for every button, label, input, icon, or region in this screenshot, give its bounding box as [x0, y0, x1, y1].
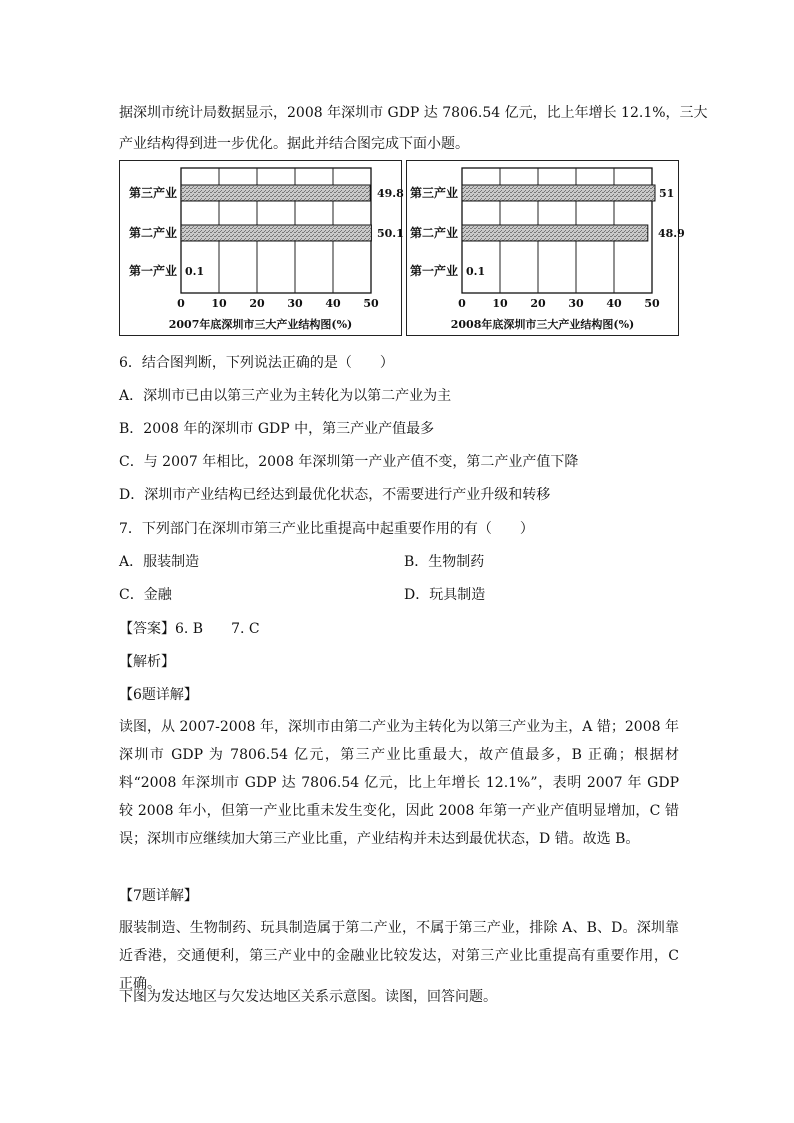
chart-1-tick-label: 20 — [249, 297, 265, 310]
chart-2-tick-label: 0 — [458, 297, 466, 310]
chart-1-value-label: 50.1 — [377, 227, 404, 240]
chart-2-category-label: 第三产业 — [409, 186, 458, 200]
chart-1-tick-label: 50 — [363, 297, 379, 310]
q6-option-d: D．深圳市产业结构已经达到最优化状态，不需要进行产业升级和转移 — [119, 487, 551, 503]
chart-1-tick-label: 0 — [177, 297, 185, 310]
detail-7-text: 服装制造、生物制药、玩具制造属于第二产业，不属于第三产业，排除 A、B、D。深圳靠近香港，交通便利，第三产业中的金融业比较发达，对第三产业比重提高有重要作用，C 正确。 — [119, 920, 679, 992]
chart-2-title: 2008年底深圳市三大产业结构图(%) — [450, 318, 635, 331]
chart-2-tick-label: 40 — [606, 297, 622, 310]
q7-option-c: C．金融 — [119, 587, 172, 603]
industry-structure-figure — [119, 160, 685, 340]
q7-stem: 7．下列部门在深圳市第三产业比重提高中起重要作用的有（ ） — [119, 521, 534, 537]
q6-option-c: C．与 2007 年相比，2008 年深圳第一产业产值不变，第二产业产值下降 — [119, 454, 579, 470]
chart-1-category-label: 第一产业 — [128, 264, 177, 278]
chart-1-bar — [181, 185, 370, 201]
chart-2-value-label: 0.1 — [466, 265, 486, 278]
analysis-label: 【解析】 — [119, 654, 175, 670]
detail-6-text: 读图，从 2007-2008 年，深圳市由第二产业为主转化为以第三产业为主，A 错；2008 年深圳市 GDP 为 7806.54 亿元，第三产业比重最大，故产值最多，B 正确；根据材料“2008 年深圳市 GDP 达 7806.54 亿元，比上年增长 12.1%”，表明 2007 年 GDP 较 2008 年小，但第一产业比重未发生变化，因此 2008 年第一产业产值明显增加，C 错误；深圳市应继续加大第三产业比重，产业结构并未达到最优状态，D 错。故选 B。 — [119, 719, 679, 847]
chart-2-tick-label: 20 — [530, 297, 546, 310]
chart-2-bar — [462, 225, 648, 241]
q6-option-a: A．深圳市已由以第三产业为主转化为以第二产业为主 — [119, 388, 452, 404]
intro-line-2: 产业结构得到进一步优化。据此并结合图完成下面小题。 — [119, 136, 469, 152]
chart-1-tick-label: 40 — [325, 297, 341, 310]
chart-1-value-label: 0.1 — [185, 265, 205, 278]
chart-2-value-label: 51 — [659, 187, 675, 200]
intro-line-1: 据深圳市统计局数据显示，2008 年深圳市 GDP 达 7806.54 亿元，比上年增长 12.1%，三大 — [119, 105, 708, 121]
q7-option-b: B．生物制药 — [404, 554, 485, 570]
chart-2-category-label: 第二产业 — [409, 226, 458, 240]
chart-2-value-label: 48.9 — [658, 227, 685, 240]
answer-line: 【答案】6. B 7. C — [119, 621, 260, 637]
chart-2-tick-label: 30 — [568, 297, 584, 310]
chart-2-bar — [462, 263, 463, 279]
chart-2-tick-label: 10 — [492, 297, 508, 310]
chart-2-tick-label: 50 — [644, 297, 660, 310]
detail-7-label: 【7题详解】 — [119, 888, 198, 904]
chart-1-category-label: 第三产业 — [128, 186, 177, 200]
next-question-intro: 下图为发达地区与欠发达地区关系示意图。读图，回答问题。 — [119, 989, 497, 1005]
chart-1-category-label: 第二产业 — [128, 226, 177, 240]
chart-2-category-label: 第一产业 — [409, 264, 458, 278]
chart-1-tick-label: 10 — [211, 297, 227, 310]
chart-1-tick-label: 30 — [287, 297, 303, 310]
detail-6-label: 【6题详解】 — [119, 687, 198, 703]
q7-option-a: A．服装制造 — [119, 554, 200, 570]
industry-charts-svg — [119, 160, 685, 340]
chart-1-bar — [181, 225, 371, 241]
chart-2-bar — [462, 185, 655, 201]
chart-1-title: 2007年底深圳市三大产业结构图(%) — [168, 318, 353, 331]
q6-option-b: B．2008 年的深圳市 GDP 中，第三产业产值最多 — [119, 421, 435, 437]
q6-stem: 6．结合图判断，下列说法正确的是（ ） — [119, 355, 394, 371]
chart-1-bar — [181, 263, 182, 279]
chart-1-value-label: 49.8 — [377, 187, 404, 200]
q7-option-d: D．玩具制造 — [404, 587, 486, 603]
